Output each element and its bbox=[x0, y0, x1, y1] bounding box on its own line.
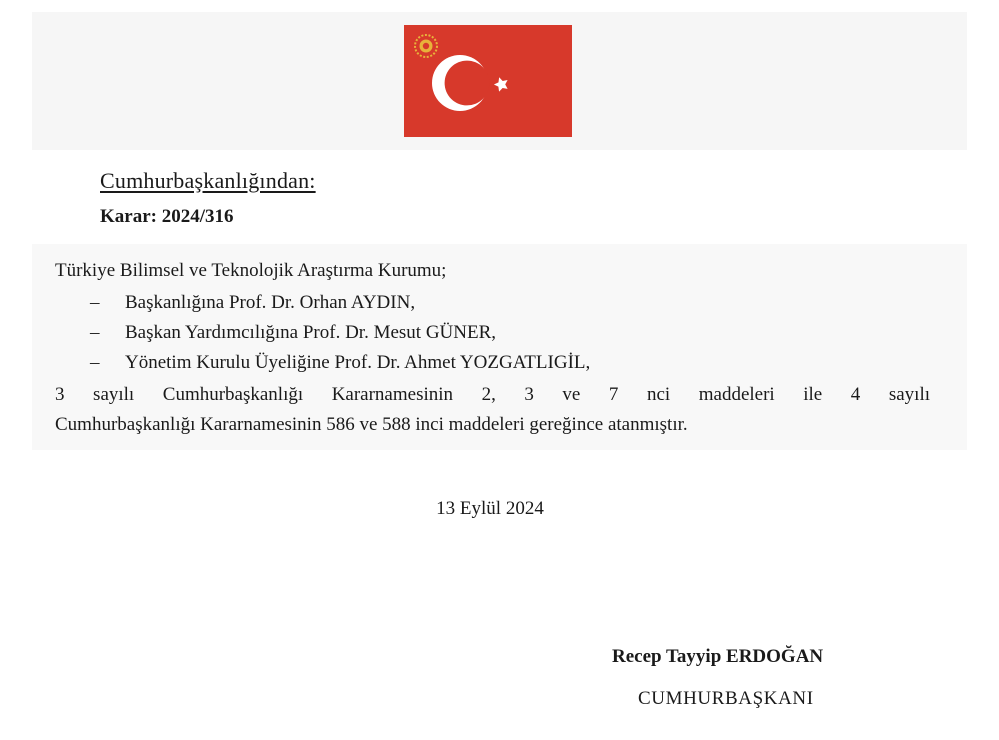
list-item bbox=[55, 288, 930, 318]
list-dash: – bbox=[90, 292, 100, 313]
list-item bbox=[55, 348, 930, 378]
decision-body bbox=[55, 256, 930, 440]
list-dash: – bbox=[90, 322, 100, 343]
issuing-authority-heading: Cumhurbaşkanlığından: bbox=[100, 168, 316, 193]
signer-title: CUMHURBAŞKANI bbox=[638, 688, 814, 709]
appointment-text: Başkan Yardımcılığına Prof. Dr. Mesut GÜNER, bbox=[125, 322, 497, 343]
decision-number: Karar: 2024/316 bbox=[100, 206, 234, 227]
list-dash: – bbox=[90, 352, 100, 373]
turkish-flag-icon bbox=[404, 25, 572, 137]
legal-basis-line-1: 3 sayılı Cumhurbaşkanlığı Kararnamesinin 2, 3 ve 7 nci maddeleri ile 4 sayılı bbox=[55, 384, 930, 405]
appointment-list bbox=[55, 288, 930, 378]
decision-date: 13 Eylül 2024 bbox=[436, 498, 544, 519]
institution-intro: Türkiye Bilimsel ve Teknolojik Araştırma Kurumu; bbox=[55, 260, 447, 281]
legal-basis-line-2: Cumhurbaşkanlığı Kararnamesinin 586 ve 588 inci maddeleri gereğince atanmıştır. bbox=[55, 414, 688, 435]
list-item bbox=[55, 318, 930, 348]
signer-name: Recep Tayyip ERDOĞAN bbox=[612, 646, 824, 667]
appointment-text: Yönetim Kurulu Üyeliğine Prof. Dr. Ahmet YOZGATLIGİL, bbox=[125, 352, 591, 373]
appointment-text: Başkanlığına Prof. Dr. Orhan AYDIN, bbox=[125, 292, 416, 313]
